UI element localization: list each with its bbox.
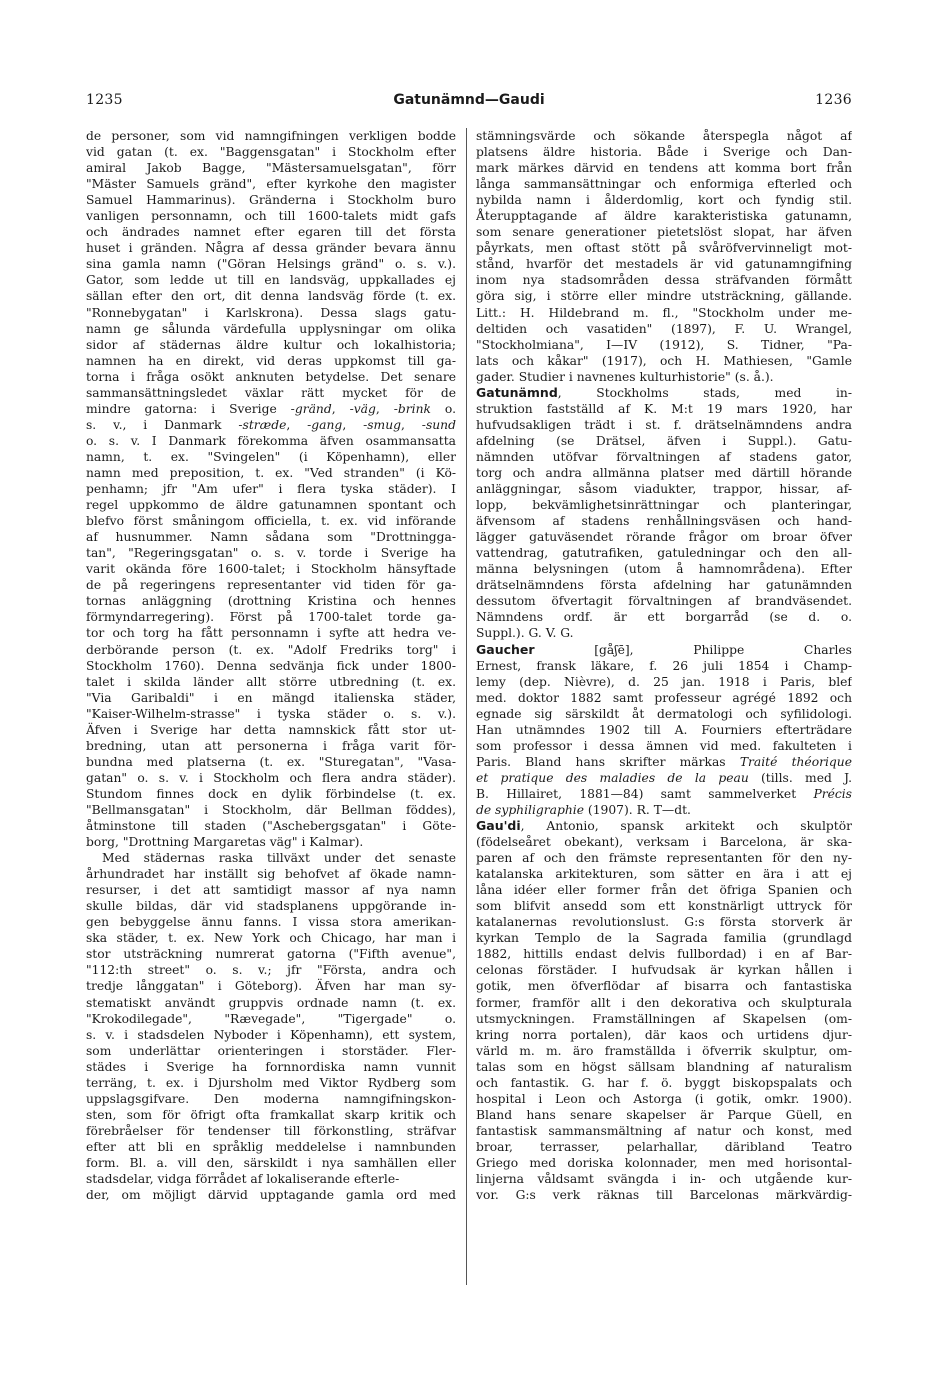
text-line: mark märkes därvid en tendens att komma bort från xyxy=(476,161,852,176)
text-line: "Via Garibaldi" i en mängd italienska städer, xyxy=(86,690,456,705)
text-line: resurser, i det att samtidigt massor af nya namn xyxy=(86,883,456,898)
text-line: paren af och den främste representanten för den ny- xyxy=(476,851,852,866)
text-line: Äfven i Sverige har detta namnskick fått stor ut- xyxy=(86,722,456,737)
text-line: efter att bli en språklig meddelelse i namnbunden xyxy=(86,1139,456,1154)
text-line: 1882, hittills endast delvis fullbordad) i en af Bar- xyxy=(476,947,852,962)
text-line: platsens äldre historia. Både i Sverige och Dan- xyxy=(476,145,852,160)
text-line: Bland hans senare skapelser är Parque Güell, en xyxy=(476,1107,852,1122)
text-line: namn med preposition, t. ex. "Ved stranden" (i Kö- xyxy=(86,465,456,480)
text-line: stematiskt användt gruppvis ordnade namn (t. ex. xyxy=(86,995,456,1010)
text-line: som underlättar orienteringen i storstäder. Fler- xyxy=(86,1043,456,1058)
text-line: hospital i Leon och Astorga (i gotik, omkr. 1900). xyxy=(476,1091,852,1106)
text-line: deltiden och vasatiden" (1897), F. U. Wrangel, xyxy=(476,321,852,336)
text-line: borg, "Drottning Margaretas väg" i Kalmar). xyxy=(86,835,364,850)
text-line: egnade sig särskildt åt dermatologi och syfilidologi. xyxy=(476,706,852,721)
text-line: s. v., i Danmark -stræde, -gang, -smug, -sund xyxy=(86,417,456,432)
text-line: påyrkats, men oftast stött på svåröfvervinneligt mot- xyxy=(476,241,852,256)
text-line: namn, t. ex. "Svingelen" (i Köpenhamn), eller xyxy=(86,449,456,464)
text-line: sina gamla namn ("Göran Helsings gränd" o. s. v.). xyxy=(86,257,456,272)
text-line: "Mäster Samuels gränd", efter kyrkohe den magister xyxy=(86,177,456,192)
text-line: stor utsträckning numrerat gatorna ("Fifth avenue", xyxy=(86,947,456,962)
text-line: förebråelser för tendenser till förkonstling, sträfvar xyxy=(86,1123,456,1138)
text-line: lats och kåkar" (1917), och H. Mathiesen, "Gamle xyxy=(476,353,852,368)
text-line: amiral Jakob Bagge, "Mästersamuelsgatan", förr xyxy=(86,161,456,176)
text-line: Med städernas raska tillväxt under det senaste xyxy=(102,851,456,866)
text-line: de syphiligraphie (1907). R. T—dt. xyxy=(476,802,691,817)
page-number-right: 1236 xyxy=(815,92,852,108)
text-line: lopp, bekvämlighetsinrättningar och planteringar, xyxy=(476,498,852,513)
text-line: varit okända före 1600-talet; i Stockholm hänsyftade xyxy=(86,562,456,577)
text-line: "112:th street" o. s. v.; jfr "Första, andra och xyxy=(86,963,456,978)
text-line: lemy (dep. Nièvre), d. 25 jan. 1918 i Paris, blef xyxy=(476,674,852,689)
text-line: stånd, hvarför det mestadels är vid gatunamngifning xyxy=(476,257,852,272)
text-line: (födelseåret obekant), verksam i Barcelona, är ska- xyxy=(476,835,852,850)
text-line: Litt.: H. Hildebrand m. fl., "Stockholm under me- xyxy=(476,305,852,320)
text-line: fantastisk sammansmältning af natur och konst, med xyxy=(476,1123,852,1138)
text-line: äfvensom af stadens renhållningsväsen och hand- xyxy=(476,514,852,529)
text-line: sammansättningsledet växlar rätt mycket för de xyxy=(86,385,456,400)
right-column xyxy=(476,128,852,1203)
text-line: "Bellmansgatan" i Stockholm, där Bellman föddes), xyxy=(86,802,456,817)
text-line: långa sammansättningar och enformiga efterled och xyxy=(476,177,852,192)
text-line: med. doktor 1882 samt professeur agrégé 1892 och xyxy=(476,690,852,705)
text-line: vanligen personnamn, och till 1600-talets midt gafs xyxy=(86,209,456,224)
text-line: vid gatan (t. ex. "Baggensgatan" i Stockholm efter xyxy=(86,145,456,160)
text-line: stadsdelar, vidga förrådet af lokaliserande efterle- xyxy=(86,1172,400,1187)
text-line: katalanska arkitekturen, som sätter en ära i att ej xyxy=(476,867,852,882)
text-line: skulle bildas, där vid stadsplanens uppgörande in- xyxy=(86,899,456,914)
text-line: mindre gatorna: i Sverige -gränd, -väg, -brink o. xyxy=(86,401,456,416)
text-line: talas som en högst sällsam blandning af naturalism xyxy=(476,1059,852,1074)
text-line: Suppl.). G. V. G. xyxy=(476,626,574,641)
text-line: bredning, utan att personerna i fråga varit för- xyxy=(86,738,456,753)
entry-headword: Gatunämnd xyxy=(476,384,558,400)
text-line: afdelning (se Drätsel, äfven i Suppl.). Gatu- xyxy=(476,433,852,448)
text-line: nybilda namn i ålderdomlig, kort och fyndig stil. xyxy=(476,193,852,208)
text-line: vattendrag, gatutrafiken, gatuledningar och den all- xyxy=(476,546,852,561)
text-line: tredje långgatan" i Göteborg). Äfven har man sy- xyxy=(86,979,456,994)
left-column xyxy=(86,128,456,1203)
text-line: Gator, som ledde ut till en landsväg, uppkallades ej xyxy=(86,273,456,288)
text-line: Han utnämndes 1902 till A. Fourniers efterträdare xyxy=(476,722,852,737)
text-line: gen bebyggelse ännu fanns. I vissa stora amerikan- xyxy=(86,915,456,930)
text-line: inom nya stadsområden dessa sträfvanden förmått xyxy=(476,273,852,288)
text-line: drätselnämndens första afdelning har gatunämnden xyxy=(476,578,852,593)
text-line: af husnummer. Namn sådana som "Drottningga- xyxy=(86,530,456,545)
text-line: struktion fastställd af K. M:t 19 mars 1920, har xyxy=(476,401,852,416)
text-line: männa belysningen (utom å hamnområdena). Efter xyxy=(476,562,852,577)
text-line: århundradet har inställt sig behofvet af ökade namn- xyxy=(86,867,456,882)
text-line: "Kaiser-Wilhelm-strasse" i tyska städer o. s. v.). xyxy=(86,706,456,721)
text-line: nämnden utöfvar förvaltningen af stadens gator, xyxy=(476,449,852,464)
text-line: sidor af städernas äldre kultur och lokalhistoria; xyxy=(86,337,456,352)
text-line: uppslagsgifvare. Den moderna namngifningskon- xyxy=(86,1091,456,1106)
text-line: der, om möjligt därvid upptagande gamla ord med xyxy=(86,1188,456,1203)
text-line: form. Bl. a. vill den, särskildt i nya samhällen eller xyxy=(86,1156,456,1170)
text-line: "Stockholmiana", I—IV (1912), S. Tidner, "Pa- xyxy=(476,337,852,352)
text-line: åtminstone till staden ("Aschebergsgatan" i Göte- xyxy=(86,819,456,834)
text-line: tan", "Regeringsgatan" o. s. v. torde i Sverige ha xyxy=(86,546,456,561)
text-line: Återupptagande af äldre karakteristiska gatunamn, xyxy=(476,209,852,224)
running-title: Gatunämnd—Gaudi xyxy=(393,92,545,108)
text-line: o. s. v. I Danmark förekomma äfven osammansatta xyxy=(86,433,456,448)
text-line: hufvudsakligen trädt i st. f. drätselnämndens andra xyxy=(476,417,852,432)
text-line: ska städer, t. ex. New York och Chicago, har man i xyxy=(86,931,456,946)
page-number-left: 1235 xyxy=(86,92,123,108)
text-line: och ändrades namnet efter egaren till det första xyxy=(86,225,456,240)
text-line: anläggningar, såsom viadukter, trappor, hissar, af- xyxy=(476,482,852,497)
text-line: som blifvit ansedd som ett konstnärligt uttryck för xyxy=(476,899,852,914)
text-line: som professor i dessa ämnen vid med. fakulteten i xyxy=(476,738,852,753)
text-line: derbörande person (t. ex. "Adolf Fredriks torg" i xyxy=(86,642,456,657)
text-line: huset i gränden. Några af dessa gränder bevara ännu xyxy=(86,241,456,256)
text-line: som senare generationer pietetslöst slopat, har äfven xyxy=(476,225,852,240)
text-line: bundna med platserna (t. ex. "Sturegatan", "Vasa- xyxy=(86,754,456,769)
text-line: de personer, som vid namngifningen verkligen bodde xyxy=(86,129,456,143)
text-line: vor. G:s verk räknas till Barcelonas märkvärdig- xyxy=(476,1188,852,1203)
text-line: "Ronnebygatan" i Karlskrona). Dessa slags gatu- xyxy=(86,305,456,320)
text-line: dessutom öfvertagit förvaltningen af brandväsendet. xyxy=(476,594,852,609)
text-line: kyrkan Templo de la Sagrada familia (grundlagd xyxy=(476,931,852,946)
column-divider xyxy=(466,128,467,1285)
text-line: s. v. i stadsdelen Nyboder i Köpenhamn), ett system, xyxy=(86,1027,456,1042)
text-line: tornas anläggning (drottning Kristina och hennes xyxy=(86,594,456,609)
text-line: talet i skilda länder allt större utbredning (t. ex. xyxy=(86,674,456,689)
text-line: terräng, t. ex. i Djursholm med Viktor Rydberg som xyxy=(86,1075,456,1090)
text-line: Gau'di, Antonio, spansk arkitekt och skulptör xyxy=(476,818,852,834)
text-line: värld m. m. äro framställda i öfverrik skulptur, om- xyxy=(476,1043,852,1058)
text-line: Griego med doriska kolonnader, men med horisontal- xyxy=(476,1156,852,1170)
text-line: former, framför allt i den dekorativa och skulpturala xyxy=(476,995,852,1010)
text-line: sten, som för öfrigt ofta framkallat skarp kritik och xyxy=(86,1107,456,1122)
text-line: lägger gatuväsendet rörande frågor om broar öfver xyxy=(476,530,852,545)
text-line: sällan efter den ort, dit denna landsväg förde (t. ex. xyxy=(86,289,456,304)
text-line: "Krokodilegade", "Rævegade", "Tigergade" o. xyxy=(86,1011,456,1026)
text-line: utsmyckningen. Framställningen af Skapelsen (om- xyxy=(476,1011,852,1026)
text-line: Stockholm 1760). Denna sedvänja fick under 1800- xyxy=(86,658,456,673)
text-line: gotik, men öfverflödar af bisarra och fantastiska xyxy=(476,979,852,994)
text-line: blefvo först småningom officiella, t. ex. vid införande xyxy=(86,514,456,529)
text-line: linjerna våldsamt svängda i in- och utgående kur- xyxy=(476,1172,852,1187)
text-line: Ernest, fransk läkare, f. 26 juli 1854 i Champ- xyxy=(476,658,852,673)
entry-headword: Gaucher xyxy=(476,641,535,657)
text-line: namn ge sålunda värdefulla upplysningar om olika xyxy=(86,321,456,336)
page-header xyxy=(86,92,852,112)
text-line: städes i Sverige ha fornnordiska namn vunnit xyxy=(86,1059,456,1074)
text-line: gader. Studier i navnenes kulturhistorie" (s. å.). xyxy=(476,369,774,384)
text-line: låna idéer eller former från det öfriga Spanien och xyxy=(476,883,852,898)
text-line: kring norra portalen), där kaos och urtidens djur- xyxy=(476,1027,852,1042)
text-line: et pratique des maladies de la peau (tills. med J. xyxy=(476,770,852,785)
text-line: penhamn; jfr "Am ufer" i flera tyska städer). I xyxy=(86,482,456,497)
text-line: tor och torg ha fått personnamn i syfte att hedra ve- xyxy=(86,626,456,641)
text-line: regel uppkommo de äldre gatunamnen spontant och xyxy=(86,498,456,513)
text-line: Gatunämnd, Stockholms stads, med in- xyxy=(476,384,852,400)
text-line: namnen ha en direkt, vid deras uppkomst till ga- xyxy=(86,353,456,368)
text-line: förmyndarregering). Först på 1700-talet torde ga- xyxy=(86,610,456,625)
text-line: Nämndens ordf. är ett borgarråd (se d. o. xyxy=(476,610,852,625)
text-line: broar, terrasser, pelarhallar, däribland Teatro xyxy=(476,1139,852,1154)
text-line: B. Hillairet, 1881—84) samt sammelverket Précis xyxy=(476,786,852,801)
text-line: torna i fråga osökt anknuten betydelse. Det senare xyxy=(86,369,456,384)
text-line: Stundom finnes dock en dylik förbindelse (t. ex. xyxy=(86,786,456,801)
text-line: gatan" o. s. v. i Stockholm och flera andra städer). xyxy=(86,770,456,785)
text-line: katalanernas revolutionslust. G:s första storverk är xyxy=(476,915,852,930)
entry-headword: Gau'di xyxy=(476,818,521,834)
text-line: och fantastik. G. har f. ö. byggt biskopspalats och xyxy=(476,1075,852,1090)
text-line: göra sig, i större eller mindre utsträckning, gällande. xyxy=(476,289,852,304)
text-line: torg och andra allmänna platser med därtill hörande xyxy=(476,465,852,480)
text-line: Samuel Hammarinus). Gränderna i Stockholm buro xyxy=(86,193,456,208)
text-line: celonas förstäder. I hufvudsak är kyrkan hållen i xyxy=(476,963,852,978)
text-line: Paris. Bland hans skrifter märkas Traité théorique xyxy=(476,754,852,769)
text-line: Gaucher [gåʃē], Philippe Charles xyxy=(476,641,852,657)
text-line: de på regeringens representanter vid tiden för ga- xyxy=(86,578,456,593)
text-line: stämningsvärde och sökande återspegla något af xyxy=(476,129,852,143)
